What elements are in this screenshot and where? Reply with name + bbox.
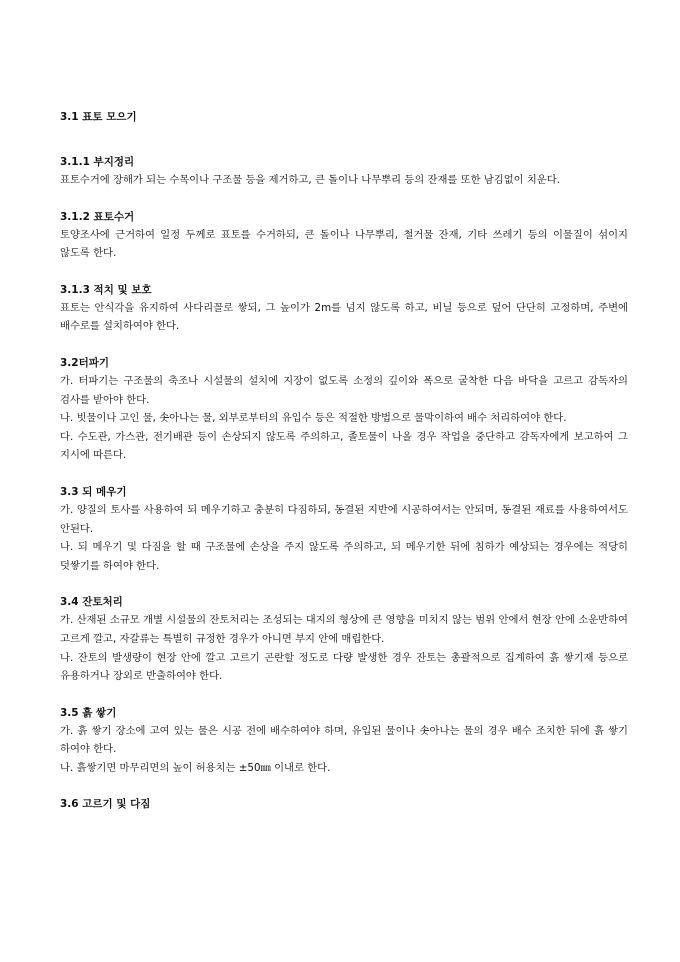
spacer <box>60 575 628 593</box>
list-item: 나. 되 메우기 및 다짐을 할 때 구조물에 손상을 주지 않도록 주의하고, 되 메우기한 뒤에 침하가 예상되는 경우에는 적당히 덧쌓기를 하여야 한다. <box>60 541 628 572</box>
section-3-5 <box>60 704 628 778</box>
section-3-2 <box>60 354 628 465</box>
section-heading: 3.1.2 표토수거 <box>60 210 135 223</box>
document-page <box>60 108 628 813</box>
list-item: 나. 잔토의 발생량이 현장 안에 깔고 고르기 곤란할 정도로 다량 발생한 경우 잔토는 총괄적으로 집계하여 흙 쌓기재 등으로 유용하거나 장외로 반출하여야 한다. <box>60 651 628 683</box>
spacer <box>60 190 628 208</box>
section-heading: 3.4 잔토처리 <box>60 596 123 609</box>
section-heading: 3.6 고르기 및 다짐 <box>60 798 151 811</box>
section-3-1-1 <box>60 153 628 190</box>
section-heading: 3.3 되 메우기 <box>60 485 127 498</box>
section-3-1-2 <box>60 208 628 263</box>
spacer <box>60 686 628 704</box>
list-item: 가. 산재된 소규모 개별 시설물의 잔토처리는 조성되는 대지의 형상에 큰 영향을 미치지 않는 범위 안에서 현장 안에 소운반하여 고르게 깔고, 자갈류는 특별히 규정한 경우가 아니면 부지 안에 매립한다. <box>60 614 628 645</box>
section-3-6 <box>60 795 628 813</box>
paragraph: 표토수거에 장해가 되는 수목이나 구조물 등을 제거하고, 큰 돌이나 나무뿌리 등의 잔재를 또한 남김없이 치운다. <box>60 174 560 186</box>
section-3-4 <box>60 593 628 685</box>
spacer <box>60 465 628 483</box>
list-item: 나. 빗물이나 고인 물, 솟아나는 물, 외부로부터의 유입수 등은 적절한 방법으로 물막이하여 배수 처리하여야 한다. <box>60 412 567 425</box>
section-3-3 <box>60 483 628 575</box>
list-item: 가. 양질의 토사를 사용하여 되 메우기하고 충분히 다짐하되, 동결된 지반에 시공하여서는 안되며, 동결된 재료를 사용하여서도 안된다. <box>60 503 628 535</box>
paragraph: 토양조사에 근거하여 일정 두께로 표토를 수거하되, 큰 돌이나 나무뿌리, 철거물 잔재, 기타 쓰레기 등의 이물질이 섞이지 않도록 한다. <box>60 228 628 260</box>
section-3-1-3 <box>60 281 628 336</box>
section-heading-main: 3.1 표토 모으기 <box>60 111 137 123</box>
list-item: 나. 흙쌓기면 마무리면의 높이 허용치는 ±50㎜ 이내로 한다. <box>60 761 331 774</box>
section-heading: 3.1.1 부지정리 <box>60 156 135 168</box>
list-item: 가. 터파기는 구조물의 축조나 시설물의 설치에 지장이 없도록 소정의 깊이와 폭으로 굴착한 다음 바닥을 고르고 감독자의 검사를 받아야 한다. <box>60 374 628 406</box>
section-heading: 3.1.3 적치 및 보호 <box>60 283 152 296</box>
spacer <box>60 777 628 795</box>
section-heading: 3.5 흙 쌓기 <box>60 706 117 719</box>
paragraph: 표토는 안식각을 유지하여 사다리꼴로 쌓되, 그 높이가 2m를 넘지 않도록 하고, 비닐 등으로 덮어 단단히 고정하며, 주변에 배수로를 설치하여야 한다. <box>60 301 628 333</box>
list-item: 다. 수도관, 가스관, 전기배관 등이 손상되지 않도록 주의하고, 졸토물이 나올 경우 작업을 중단하고 감독자에게 보고하여 그 지시에 따른다. <box>60 430 628 462</box>
spacer <box>60 263 628 281</box>
section-heading: 3.2터파기 <box>60 356 110 369</box>
list-item: 가. 흙 쌓기 장소에 고여 있는 물은 시공 전에 배수하여야 하며, 유입된 물이나 솟아나는 물의 경우 배수 조치한 뒤에 흙 쌓기 하여야 한다. <box>60 724 628 756</box>
spacer <box>60 336 628 354</box>
spacer <box>60 126 628 153</box>
